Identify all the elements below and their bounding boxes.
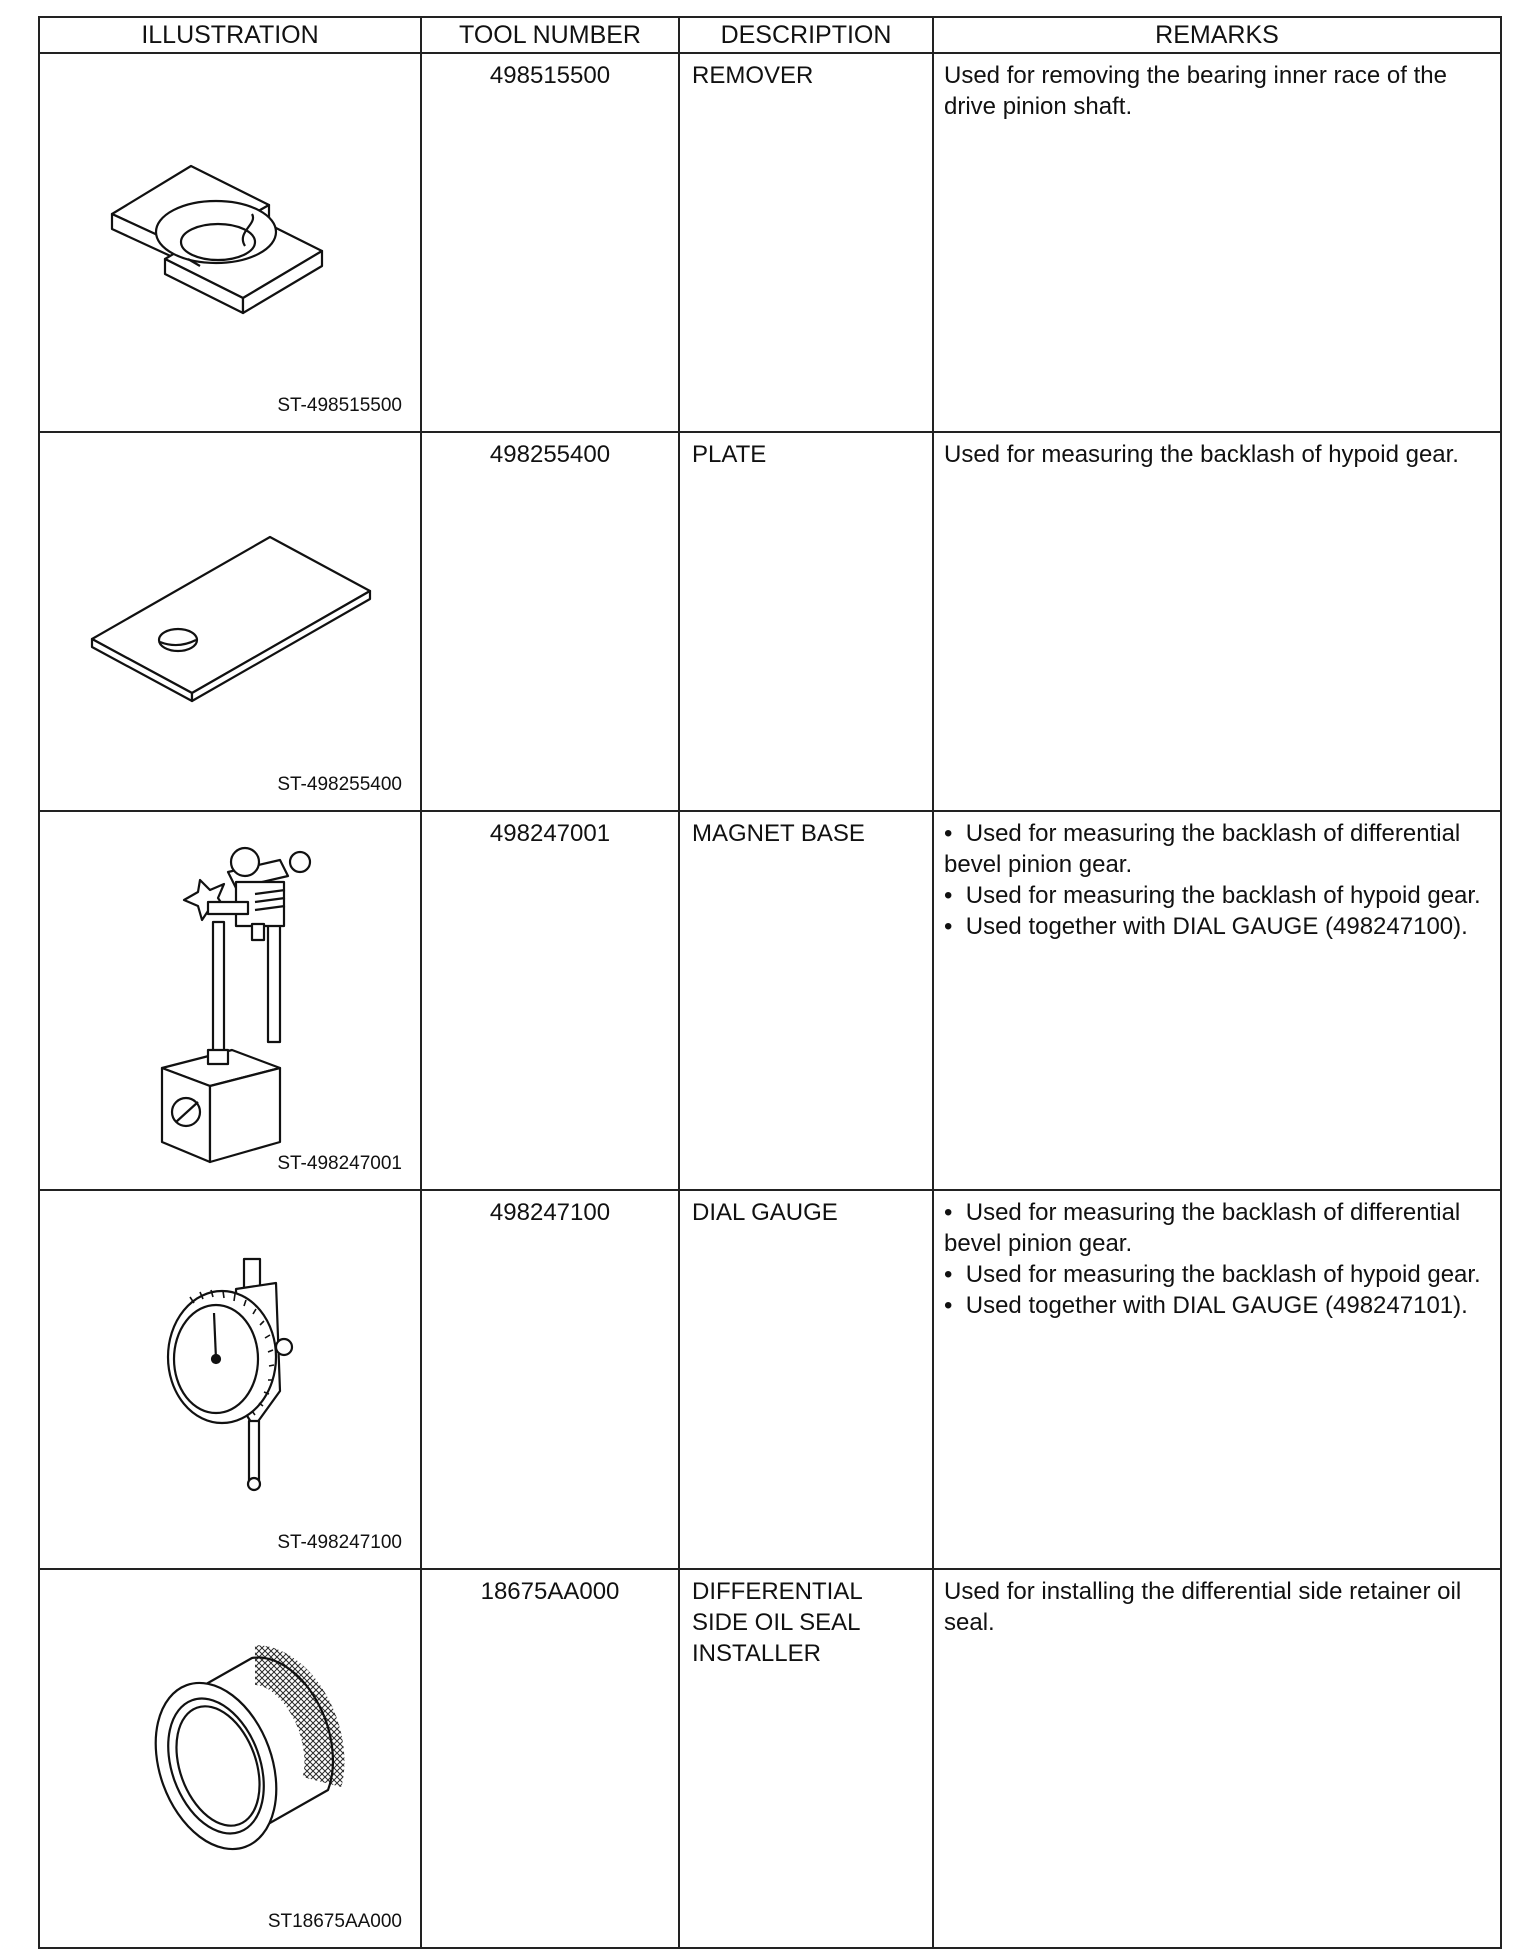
tool-number-cell: 498255400	[421, 432, 679, 811]
remover-illustration	[40, 54, 420, 425]
remarks-bullet: • Used for measuring the backlash of differential bevel pinion gear.	[944, 818, 1488, 880]
remarks-list	[944, 1197, 1488, 1321]
dial-gauge-illustration	[40, 1191, 420, 1562]
table-row	[39, 1190, 1501, 1569]
table-row	[39, 432, 1501, 811]
header-illustration: ILLUSTRATION	[39, 17, 421, 53]
description-cell	[679, 1569, 933, 1948]
remarks-bullet: • Used for measuring the backlash of hypoid gear.	[944, 1259, 1488, 1290]
description-line: REMOVER	[692, 62, 814, 89]
remarks-bullet: • Used together with DIAL GAUGE (498247101).	[944, 1290, 1488, 1321]
remarks-cell	[933, 432, 1501, 811]
illustration-caption: ST-498247100	[277, 1532, 402, 1553]
illustration-caption: ST-498247001	[277, 1153, 402, 1174]
illustration-caption: ST-498255400	[277, 774, 402, 795]
illustration-cell	[39, 1190, 421, 1569]
remarks-cell	[933, 1569, 1501, 1948]
description-line: PLATE	[692, 441, 767, 468]
tool-number-cell: 498247100	[421, 1190, 679, 1569]
illustration-cell	[39, 432, 421, 811]
tool-number-cell: 498515500	[421, 53, 679, 432]
remarks-bullet: • Used for measuring the backlash of differential bevel pinion gear.	[944, 1197, 1488, 1259]
oil-seal-installer-illustration	[40, 1570, 420, 1941]
description-cell	[679, 432, 933, 811]
magnet-base-illustration	[40, 812, 420, 1183]
special-tools-table	[38, 16, 1502, 1949]
table-row	[39, 811, 1501, 1190]
description-cell	[679, 53, 933, 432]
remarks-text: Used for removing the bearing inner race of the drive pinion shaft.	[944, 62, 1447, 120]
tool-number-cell: 498247001	[421, 811, 679, 1190]
illustration-caption: ST-498515500	[277, 395, 402, 416]
remarks-text: Used for measuring the backlash of hypoid gear.	[944, 441, 1459, 468]
header-remarks: REMARKS	[933, 17, 1501, 53]
description-line: DIFFERENTIAL	[692, 1578, 863, 1605]
remarks-bullet: • Used for measuring the backlash of hypoid gear.	[944, 880, 1488, 911]
remarks-cell	[933, 1190, 1501, 1569]
tool-number-cell: 18675AA000	[421, 1569, 679, 1948]
illustration-cell	[39, 1569, 421, 1948]
table-row	[39, 53, 1501, 432]
description-line: MAGNET BASE	[692, 820, 865, 847]
header-row	[39, 17, 1501, 53]
remarks-bullet: • Used together with DIAL GAUGE (498247100).	[944, 911, 1488, 942]
remarks-cell	[933, 53, 1501, 432]
remarks-text: Used for installing the differential side retainer oil seal.	[944, 1578, 1462, 1636]
remarks-cell	[933, 811, 1501, 1190]
header-description: DESCRIPTION	[679, 17, 933, 53]
remarks-list	[944, 818, 1488, 942]
header-tool-number: TOOL NUMBER	[421, 17, 679, 53]
description-line: DIAL GAUGE	[692, 1199, 838, 1226]
description-line: SIDE OIL SEAL	[692, 1609, 861, 1636]
plate-illustration	[40, 433, 420, 804]
illustration-caption: ST18675AA000	[267, 1911, 402, 1932]
illustration-cell	[39, 53, 421, 432]
description-cell	[679, 811, 933, 1190]
illustration-cell	[39, 811, 421, 1190]
table-row	[39, 1569, 1501, 1948]
description-line: INSTALLER	[692, 1640, 821, 1667]
description-cell	[679, 1190, 933, 1569]
